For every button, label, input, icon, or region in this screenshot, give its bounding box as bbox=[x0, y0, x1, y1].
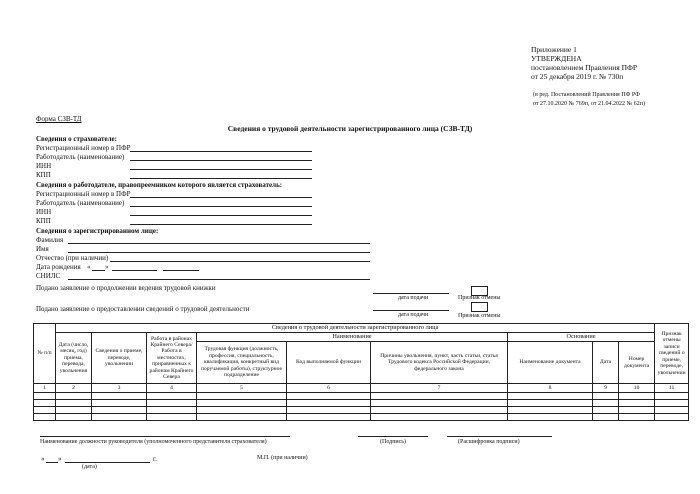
header-edition-1: (в ред. Постановлений Правления ПФ РФ bbox=[533, 92, 640, 98]
continue-date-field[interactable] bbox=[373, 293, 449, 294]
col-doc-date-header: Дата bbox=[593, 342, 619, 384]
insurer-reg-field[interactable] bbox=[130, 151, 312, 152]
col-number: 10 bbox=[619, 384, 655, 393]
birth-day-open: « bbox=[87, 263, 91, 271]
footer-day-field[interactable] bbox=[46, 462, 58, 463]
footer-year-suffix: г. bbox=[153, 455, 157, 463]
birthdate-label: Дата рождения bbox=[36, 263, 81, 271]
continue-cancel-caption: Признак отмены bbox=[458, 295, 501, 301]
patronymic-label: Отчество (при наличии) bbox=[36, 254, 109, 262]
col-number: 6 bbox=[287, 384, 371, 393]
patronymic-field[interactable] bbox=[110, 261, 370, 262]
col-doc-num-header: Номер документа bbox=[619, 342, 655, 384]
snils-field[interactable] bbox=[68, 279, 370, 280]
col-number: 11 bbox=[655, 384, 689, 393]
insurer-kpp-field[interactable] bbox=[130, 178, 312, 179]
birth-day-field[interactable] bbox=[92, 270, 105, 271]
snils-label: СНИЛС bbox=[36, 272, 61, 280]
name-label: Имя bbox=[36, 245, 49, 253]
decode-caption: (Расшифровка подписи) bbox=[458, 439, 520, 445]
col-number: 3 bbox=[92, 384, 147, 393]
successor-kpp-label: КПП bbox=[36, 217, 51, 225]
group-basis-header: Основание bbox=[508, 333, 655, 342]
page-title: Сведения о трудовой деятельности зарегистрированного лица (СЗВ-ТД) bbox=[227, 124, 473, 133]
insurer-inn-label: ИНН bbox=[36, 162, 52, 170]
table-row[interactable] bbox=[34, 414, 689, 421]
successor-reg-field[interactable] bbox=[130, 197, 312, 198]
col-number: 7 bbox=[371, 384, 508, 393]
labor-activity-table bbox=[33, 323, 689, 421]
table-main-header: Сведения о трудовой деятельности зарегистрированного лица bbox=[56, 324, 655, 333]
position-caption: Наименование должности руководителя (уполномоченного представителя страхователя) bbox=[40, 439, 267, 445]
provide-application-label: Подано заявление о предоставлении сведений о трудовой деятельности bbox=[36, 305, 250, 313]
col-north-header: Работа в районах Крайнего Севера/Работа в местностях, приравненных к районам Крайнего Севера bbox=[147, 333, 197, 384]
signature-caption: (Подпись) bbox=[380, 439, 407, 445]
birth-year-field[interactable] bbox=[163, 270, 199, 271]
provide-cancel-checkbox[interactable] bbox=[471, 302, 488, 312]
footer-date-caption: (дата) bbox=[82, 464, 97, 470]
col-date-header: Дата (число, месяц, год) приема, перевода, увольнения bbox=[56, 333, 92, 384]
birth-month-field[interactable] bbox=[112, 270, 157, 271]
footer-month-year-field[interactable] bbox=[65, 462, 150, 463]
successor-employer-field[interactable] bbox=[130, 206, 312, 207]
col-number: 4 bbox=[147, 384, 197, 393]
successor-kpp-field[interactable] bbox=[130, 224, 312, 225]
person-heading: Сведения о зарегистрированном лице: bbox=[36, 227, 159, 235]
insurer-reg-label: Регистрационный номер в ПФР bbox=[36, 144, 131, 152]
continue-date-caption: дата подачи bbox=[398, 295, 429, 301]
insurer-heading: Сведения о страхователе: bbox=[36, 135, 117, 143]
position-field[interactable] bbox=[40, 436, 290, 437]
successor-reg-label: Регистрационный номер в ПФР bbox=[36, 190, 131, 198]
successor-employer-label: Работодатель (наименование) bbox=[36, 199, 125, 207]
col-number: 9 bbox=[593, 384, 619, 393]
col-info-header: Сведения о приеме, переводе, увольнении bbox=[92, 333, 147, 384]
col-number: 1 bbox=[34, 384, 56, 393]
col-cancel-header: Признак отмены записи сведений о приеме, переводе, увольнении bbox=[655, 324, 689, 384]
name-field[interactable] bbox=[68, 252, 370, 253]
header-approved: УТВЕРЖДЕНА bbox=[531, 54, 582, 63]
header-date: от 25 декабря 2019 г. № 730п bbox=[531, 72, 624, 81]
surname-field[interactable] bbox=[68, 243, 370, 244]
col-number: 5 bbox=[197, 384, 287, 393]
form-code: Форма СЗВ-ТД bbox=[36, 115, 82, 123]
col-doc-name-header: Наименование документа bbox=[508, 342, 593, 384]
col-number: 2 bbox=[56, 384, 92, 393]
header-edition-2: от 27.10.2020 № 769п, от 21.04.2022 № 62п) bbox=[533, 101, 645, 107]
footer-day-open: « bbox=[41, 455, 45, 463]
signature-field[interactable] bbox=[358, 436, 428, 437]
table-row[interactable] bbox=[34, 407, 689, 414]
surname-label: Фамилия bbox=[36, 236, 64, 244]
birth-day-close: » bbox=[105, 263, 109, 271]
provide-cancel-caption: Признак отмены bbox=[458, 313, 501, 319]
insurer-kpp-label: КПП bbox=[36, 171, 51, 179]
footer-day-close: » bbox=[58, 455, 62, 463]
provide-date-caption: дата подачи bbox=[398, 312, 429, 318]
col-function-header: Трудовая функция (должность, профессия, специальность, квалификация, конкретный вид поручаемой работы), структурное подразделение bbox=[197, 342, 287, 384]
table-row[interactable] bbox=[34, 393, 689, 400]
successor-inn-field[interactable] bbox=[130, 215, 312, 216]
stamp-caption: М.П. (при наличии) bbox=[257, 455, 308, 461]
insurer-employer-label: Работодатель (наименование) bbox=[36, 153, 125, 161]
table-row[interactable] bbox=[34, 400, 689, 407]
successor-inn-label: ИНН bbox=[36, 208, 52, 216]
successor-heading: Сведения о работодателе, правопреемником которого является страхователь: bbox=[36, 181, 283, 189]
col-num-header: № п/п bbox=[34, 324, 56, 384]
header-appendix: Приложение 1 bbox=[531, 45, 577, 54]
col-number: 8 bbox=[508, 384, 593, 393]
provide-date-field[interactable] bbox=[373, 310, 449, 311]
col-reason-header: Причины увольнения, пункт, часть статьи, статья Трудового кодекса Российской Федерации, федерального закона bbox=[371, 342, 508, 384]
col-code-header: Код выполняемой функции bbox=[287, 342, 371, 384]
continue-application-label: Подано заявление о продолжении ведения трудовой книжки bbox=[36, 284, 216, 292]
insurer-inn-field[interactable] bbox=[130, 169, 312, 170]
decode-field[interactable] bbox=[447, 436, 552, 437]
header-resolution: постановлением Правления ПФР bbox=[531, 63, 638, 72]
group-name-header: Наименование bbox=[197, 333, 508, 342]
insurer-employer-field[interactable] bbox=[130, 160, 312, 161]
